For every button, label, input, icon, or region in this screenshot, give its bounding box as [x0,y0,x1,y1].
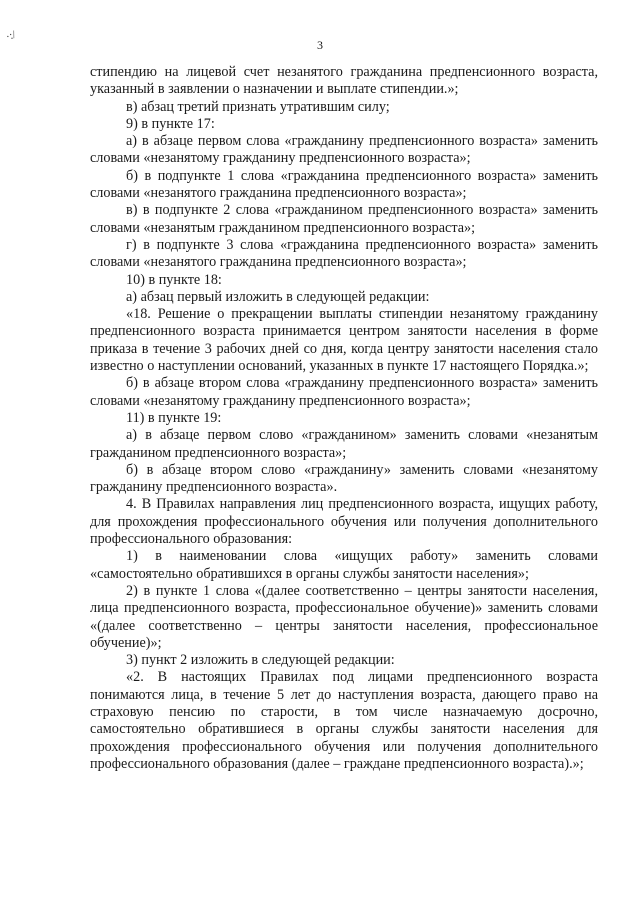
paragraph: 10) в пункте 18: [126,271,222,288]
paragraph: б) в абзаце втором слова «гражданину предпенсионного возраста» заменить словами «незанятому гражданину предпенсионного возраста»; [90,375,598,409]
paragraph: в) абзац третий признать утратившим силу; [126,98,390,115]
paragraph: 9) в пункте 17: [126,115,215,132]
paragraph: «18. Решение о прекращении выплаты стипендии незанятому гражданину предпенсионного возраста принимается центром занятости населения в форме приказа в течение 3 рабочих дней со дня, когда центру занятости населения стало известно о наступлении оснований, указанных в пункте 17 настоящего Порядка.»; [90,306,598,375]
paragraph: а) абзац первый изложить в следующей редакции: [126,288,430,305]
paragraph: 4. В Правилах направления лиц предпенсионного возраста, ищущих работу, для прохождения профессионального обучения или получения дополнительного профессионального образования: [90,496,598,548]
paragraph: б) в абзаце втором слово «гражданину» заменить словами «незанятому гражданину предпенсионного возраста». [90,461,598,496]
document-body [90,64,598,773]
paragraph: а) в абзаце первом слово «гражданином» заменить словами «незанятым гражданином предпенсионного возраста»; [90,427,598,461]
paragraph: 1) в наименовании слова «ищущих работу» заменить словами «самостоятельно обратившихся в органы службы занятости населения»; [90,548,598,582]
paragraph: а) в абзаце первом слова «гражданину предпенсионного возраста» заменить словами «незанятому гражданину предпенсионного возраста»; [90,133,598,167]
paragraph: 3) пункт 2 изложить в следующей редакции: [126,652,395,669]
paragraph: б) в подпункте 1 слова «гражданина предпенсионного возраста» заменить словами «незанятого гражданина предпенсионного возраста»; [90,167,598,202]
paragraph: 11) в пункте 19: [126,409,222,426]
paragraph: 2) в пункте 1 слова «(далее соответственно – центры занятости населения, лица предпенсионного возраста, профессиональное обучение)» заменить словами «(далее соответственно – центры занятости населения, профессиональное обучение)»; [90,582,598,651]
paragraph: г) в подпункте 3 слова «гражданина предпенсионного возраста» заменить словами «незанятого гражданина предпенсионного возраста»; [90,236,598,271]
paragraph: в) в подпункте 2 слова «гражданином предпенсионного возраста» заменить словами «незанятым гражданином предпенсионного возраста»; [90,202,598,236]
paragraph: стипендию на лицевой счет незанятого гражданина предпенсионного возраста, указанный в заявлении о назначении и выплате стипендии.»; [90,64,598,98]
paragraph: «2. В настоящих Правилах под лицами предпенсионного возраста понимаются лица, в течение 5 лет до наступления возраста, дающего право на страховую пенсию по старости, в том числе назначаемую досрочно, самостоятельно обратившиеся в органы службы занятости населения для прохождения профессионального обучения или получения дополнительного профессионального образования (далее – граждане предпенсионного возраста).»; [90,669,598,772]
page-number: 3 [317,38,323,52]
corner-mark: ·:/ [4,28,18,44]
